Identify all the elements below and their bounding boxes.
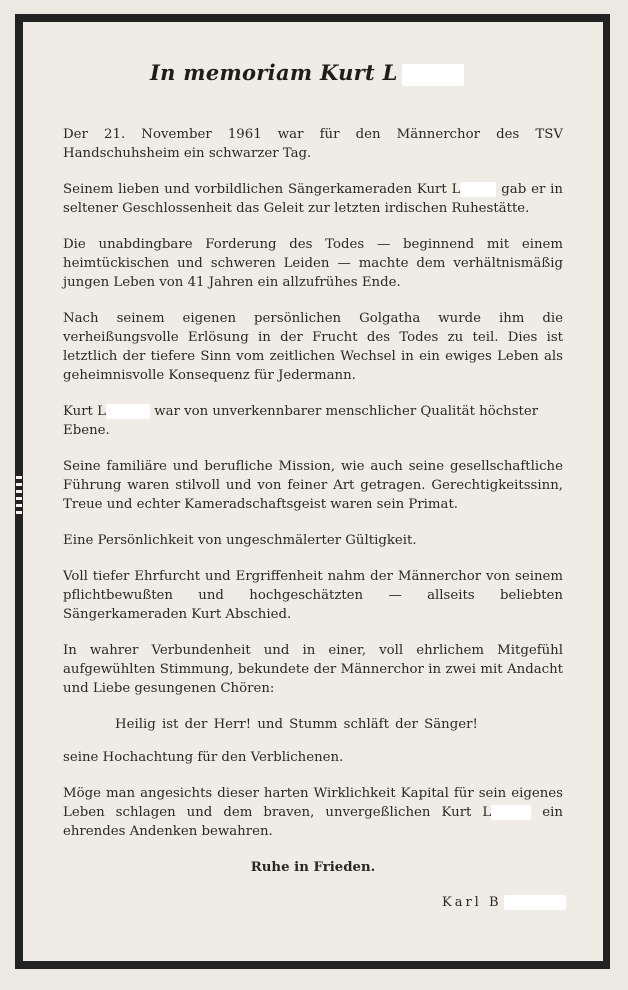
- paragraph-6: Seine familiäre und berufliche Mission, wie auch seine gesellschaftliche Führung waren stilvoll und von feiner Art getragen. Gerechtigkeitssinn, Treue und echter Kameradschaftsgeist waren sein Primat.: [63, 459, 563, 512]
- paragraph-2-end: gab er in seltener Geschlossenheit das Geleit zur letzten irdischen Ruhestätte.: [63, 182, 563, 216]
- binding-marks: [16, 476, 22, 516]
- paragraph-2-start: Seinem lieben und vorbildlichen Sängerkameraden Kurt L: [63, 182, 461, 197]
- song-titles: Heilig ist der Herr! und Stumm schläft der Sänger!: [115, 717, 478, 732]
- redaction-box: [491, 805, 531, 820]
- paragraph-10: seine Hochachtung für den Verblichenen.: [63, 750, 344, 765]
- paragraph-1: Der 21. November 1961 war für den Männerchor des TSV Handschuhsheim ein schwarzer Tag.: [63, 127, 563, 161]
- paragraph-5-end: war von unverkennbarer menschlicher Qualität höchster Ebene.: [63, 404, 539, 438]
- page-title: [150, 60, 464, 86]
- paragraph-5: [63, 402, 563, 440]
- paragraph-4: Nach seinem eigenen persönlichen Golgatha wurde ihm die verheißungsvolle Erlösung in der Frucht des Todes zu teil. Dies ist letztlich der tiefere Sinn vom zeitlichen Wechsel in ein ewiges Leben als geheimnisvolle Konsequenz für Jedermann.: [63, 311, 563, 383]
- title-text: In memoriam Kurt L: [150, 60, 398, 85]
- paragraph-11: [63, 784, 563, 841]
- paragraph-9: In wahrer Verbundenheit und in einer, voll ehrlichem Mitgefühl aufgewühlten Stimmung, bekundete der Männerchor in zwei mit Andacht und Liebe gesungenen Chören:: [63, 643, 563, 696]
- paragraph-8: Voll tiefer Ehrfurcht und Ergriffenheit nahm der Männerchor von seinem pflichtbewußten und hochgeschätzten — allseits beliebten Sängerkameraden Kurt Abschied.: [63, 569, 563, 622]
- closing-line: Ruhe in Frieden.: [250, 860, 376, 875]
- redaction-box: [460, 182, 496, 197]
- redaction-box: [402, 64, 464, 86]
- paragraph-7: Eine Persönlichkeit von ungeschmälerter Gültigkeit.: [63, 533, 417, 548]
- paragraph-11-start: Möge man angesichts dieser harten Wirklichkeit Kapital für sein eigenes Leben schlagen und dem braven, unvergeßlichen Kurt L: [63, 786, 563, 820]
- paragraph-5-start: Kurt L: [63, 404, 106, 419]
- paragraph-3: Die unabdingbare Forderung des Todes — beginnend mit einem heimtückischen und schweren Leiden — machte dem verhältnismäßig jungen Leben von 41 Jahren ein allzufrühes Ende.: [63, 237, 563, 290]
- redaction-box: [504, 895, 566, 910]
- memorial-text: [63, 125, 563, 894]
- signature-text: Karl B: [442, 895, 502, 910]
- signature: [442, 895, 566, 910]
- redaction-box: [106, 404, 150, 419]
- paragraph-11-end: ein ehrendes Andenken bewahren.: [63, 805, 563, 839]
- paragraph-2: [63, 180, 563, 218]
